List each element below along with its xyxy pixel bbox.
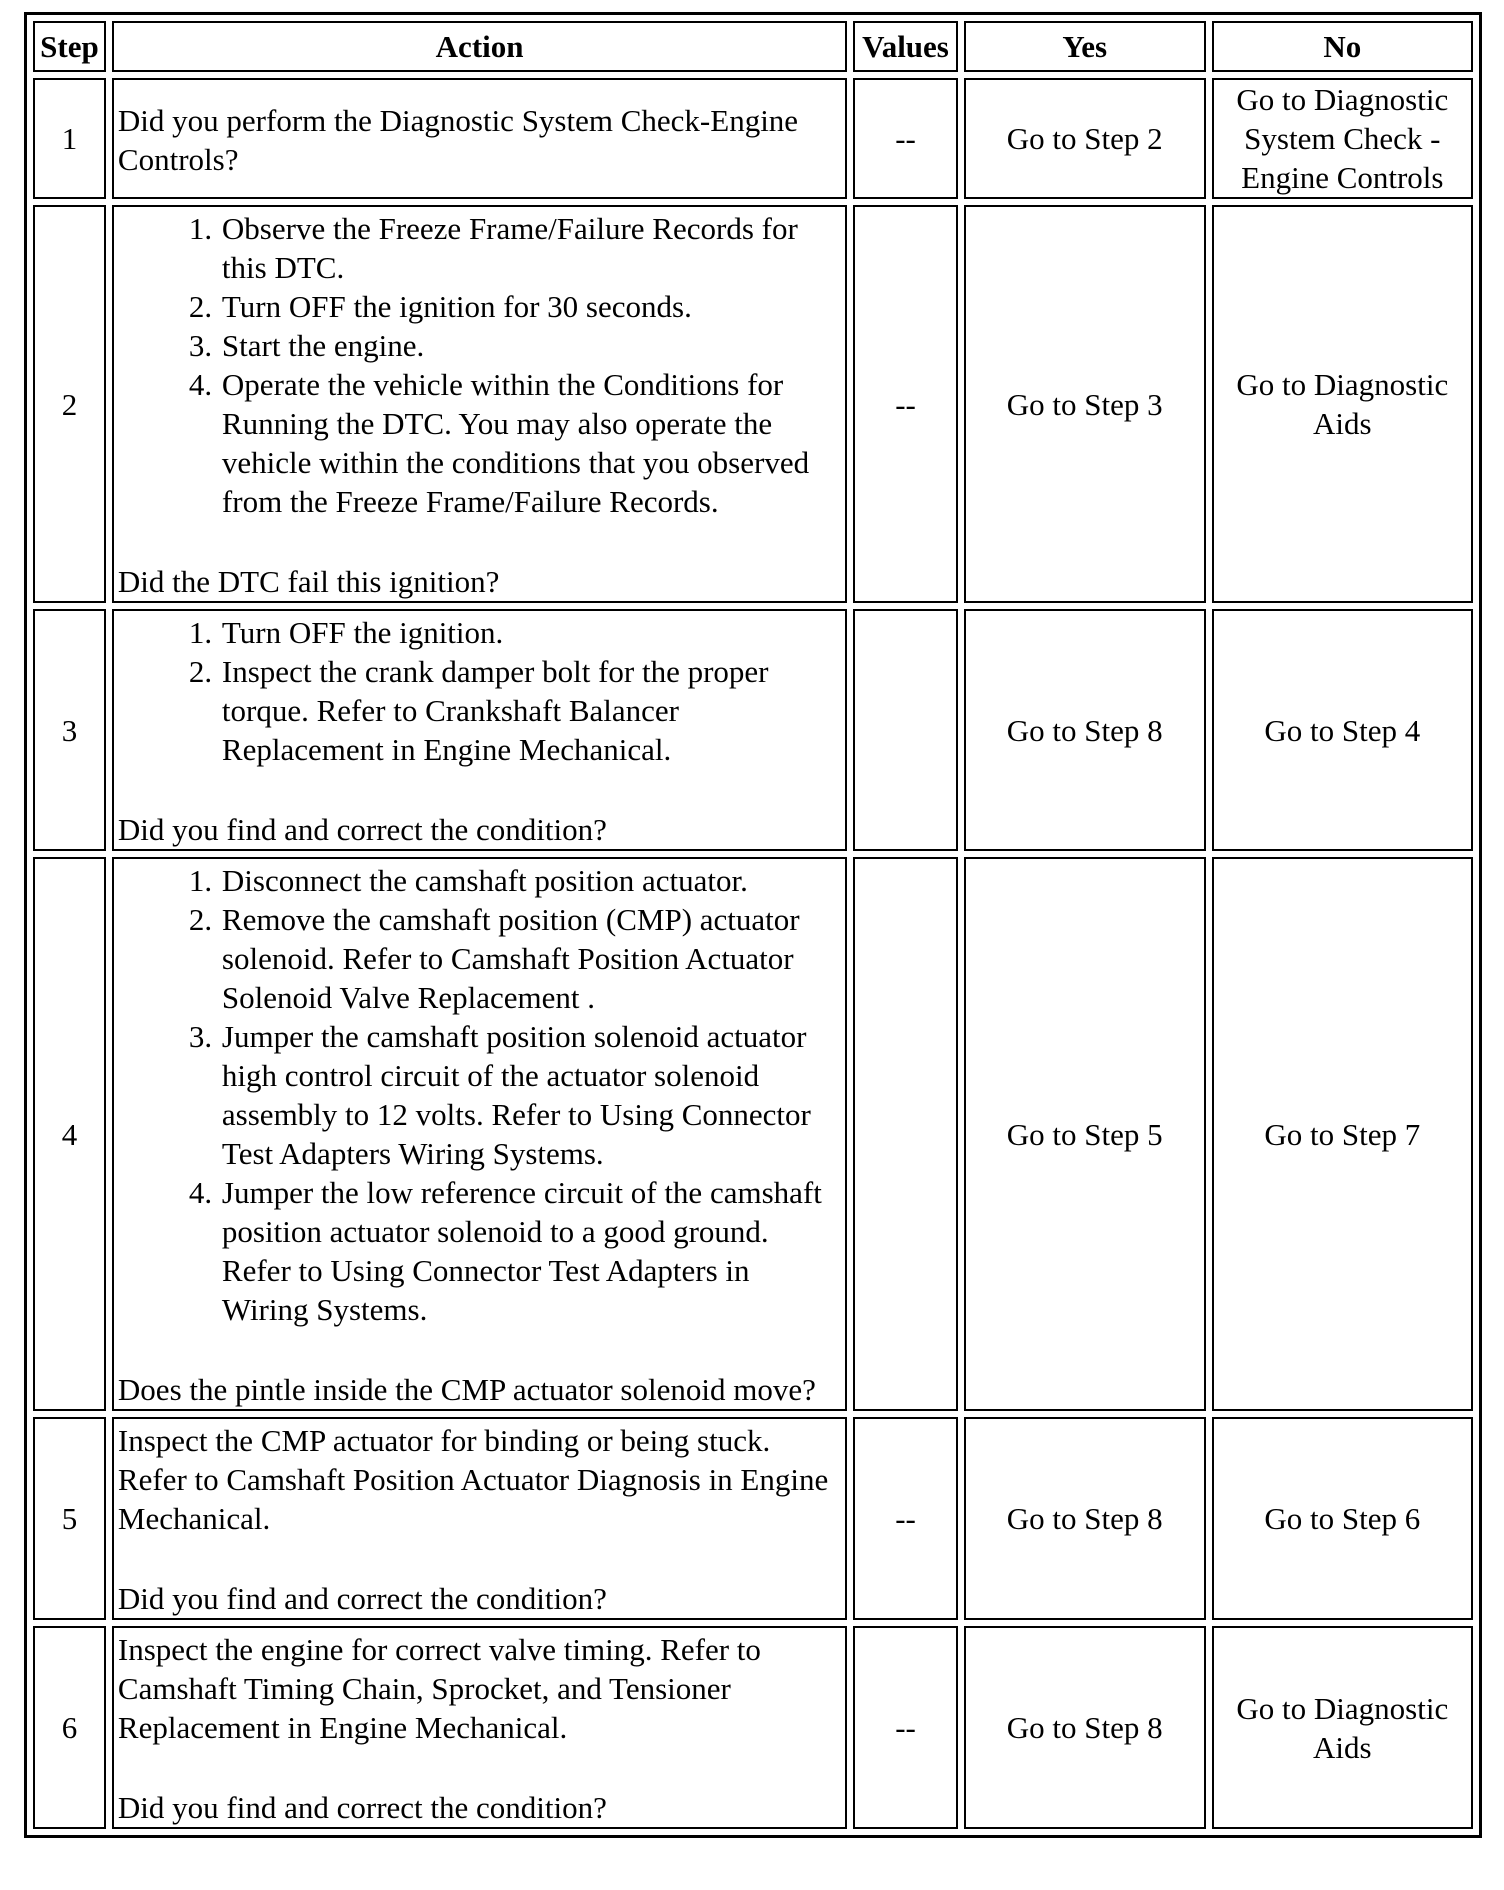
action-step-item: 2. Turn OFF the ignition for 30 seconds.: [220, 287, 841, 326]
values-cell: [853, 609, 958, 851]
yes-cell: Go to Step 5: [964, 857, 1206, 1411]
no-cell: Go to Step 4: [1212, 609, 1473, 851]
action-steps-list: [118, 209, 841, 521]
action-step-item: 1. Turn OFF the ignition.: [220, 613, 841, 652]
action-step-item: 3. Start the engine.: [220, 326, 841, 365]
action-intro: Did you perform the Diagnostic System Check-Engine Controls?: [117, 102, 799, 177]
action-step-item: 4. Operate the vehicle within the Conditions for Running the DTC. You may also operate the vehicle within the conditions that you observed from the Freeze Frame/Failure Records.: [220, 365, 841, 521]
table-body: [33, 78, 1473, 1829]
action-question: Did the DTC fail this ignition?: [117, 564, 500, 599]
header-values: Values: [853, 21, 958, 72]
table-row: [33, 205, 1473, 603]
action-cell: [112, 205, 847, 603]
values-cell: --: [853, 205, 958, 603]
diagnostic-table-container: [24, 12, 1482, 1838]
header-yes: Yes: [964, 21, 1206, 72]
yes-cell: Go to Step 3: [964, 205, 1206, 603]
no-cell: Go to Step 6: [1212, 1417, 1473, 1620]
header-step: Step: [33, 21, 106, 72]
table-row: [33, 1626, 1473, 1829]
action-question: Does the pintle inside the CMP actuator solenoid move?: [117, 1372, 816, 1407]
action-question: Did you find and correct the condition?: [117, 812, 607, 847]
action-step-item: 2. Inspect the crank damper bolt for the proper torque. Refer to Crankshaft Balancer Replacement in Engine Mechanical.: [220, 652, 841, 769]
values-cell: [853, 857, 958, 1411]
action-step-item: 4. Jumper the low reference circuit of the camshaft position actuator solenoid to a good ground. Refer to Using Connector Test Adapters in Wiring Systems.: [220, 1173, 841, 1329]
yes-cell: Go to Step 8: [964, 1417, 1206, 1620]
action-question: Did you find and correct the condition?: [117, 1581, 607, 1616]
table-row: [33, 78, 1473, 199]
table-row: [33, 609, 1473, 851]
no-cell: Go to Diagnostic Aids: [1212, 205, 1473, 603]
action-step-item: 2. Remove the camshaft position (CMP) actuator solenoid. Refer to Camshaft Position Actuator Solenoid Valve Replacement .: [220, 900, 841, 1017]
step-number: 1: [33, 78, 106, 199]
step-number: 6: [33, 1626, 106, 1829]
action-cell: [112, 78, 847, 199]
no-cell: Go to Diagnostic System Check - Engine Controls: [1212, 78, 1473, 199]
action-intro: Inspect the CMP actuator for binding or being stuck. Refer to Camshaft Position Actuator Diagnosis in Engine Mechanical.: [117, 1423, 829, 1536]
header-action: Action: [112, 21, 847, 72]
action-intro: Inspect the engine for correct valve timing. Refer to Camshaft Timing Chain, Sprocket, and Tensioner Replacement in Engine Mechanical.: [117, 1632, 761, 1745]
no-cell: Go to Step 7: [1212, 857, 1473, 1411]
yes-cell: Go to Step 8: [964, 609, 1206, 851]
action-step-item: 1. Disconnect the camshaft position actuator.: [220, 861, 841, 900]
values-cell: --: [853, 78, 958, 199]
step-number: 2: [33, 205, 106, 603]
step-number: 5: [33, 1417, 106, 1620]
yes-cell: Go to Step 8: [964, 1626, 1206, 1829]
action-cell: [112, 857, 847, 1411]
action-steps-list: [118, 861, 841, 1329]
yes-cell: Go to Step 2: [964, 78, 1206, 199]
action-step-item: 3. Jumper the camshaft position solenoid actuator high control circuit of the actuator solenoid assembly to 12 volts. Refer to Using Connector Test Adapters Wiring Systems.: [220, 1017, 841, 1173]
step-number: 3: [33, 609, 106, 851]
action-cell: [112, 1417, 847, 1620]
action-question: Did you find and correct the condition?: [117, 1790, 607, 1825]
header-row: [33, 21, 1473, 72]
no-cell: Go to Diagnostic Aids: [1212, 1626, 1473, 1829]
table-row: [33, 1417, 1473, 1620]
table-row: [33, 857, 1473, 1411]
step-number: 4: [33, 857, 106, 1411]
header-no: No: [1212, 21, 1473, 72]
action-steps-list: [118, 613, 841, 769]
diagnostic-table: [24, 12, 1482, 1838]
action-cell: [112, 1626, 847, 1829]
action-cell: [112, 609, 847, 851]
action-step-item: 1. Observe the Freeze Frame/Failure Records for this DTC.: [220, 209, 841, 287]
values-cell: --: [853, 1626, 958, 1829]
values-cell: --: [853, 1417, 958, 1620]
